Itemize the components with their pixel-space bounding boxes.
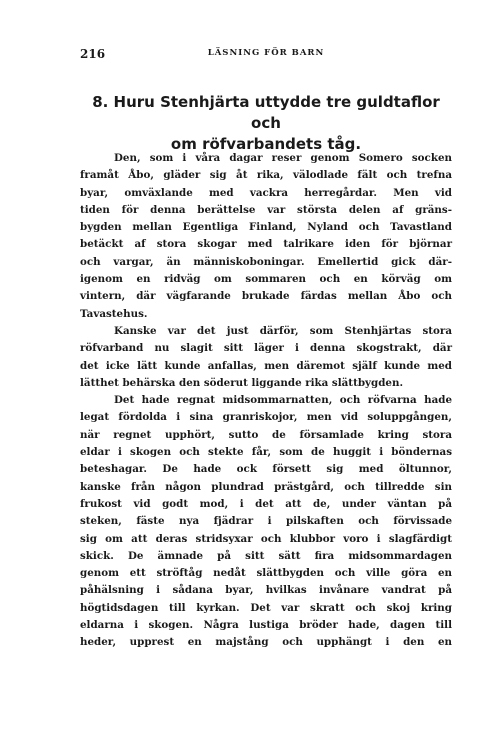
- text-line: sig om att deras stridsyxar och klubbor voro i slagfärdigt: [80, 532, 452, 545]
- text-line: och vargar, än människoboningar. Emellertid gick där-: [80, 255, 452, 268]
- chapter-title-line-2: om röfvarbandets tåg.: [170, 135, 362, 153]
- text-line: röfvarband nu slagit sitt läger i denna skogstrakt, där: [80, 342, 452, 355]
- text-line: Kanske var det just därför, som Stenhjärtas stora: [114, 324, 452, 337]
- text-line: Den, som i våra dagar reser genom Somero socken: [114, 152, 452, 164]
- running-head: [80, 47, 452, 63]
- text-line: högtidsdagen till kyrkan. Det var skratt och skoj kring: [80, 601, 452, 614]
- text-line: kanske från någon plundrad prästgård, och tillredde sin: [80, 480, 452, 493]
- running-title: LÄSNING FÖR BARN: [207, 48, 325, 58]
- text-line: det icke lätt kunde anfallas, men däremot själf kunde med: [80, 359, 452, 372]
- text-line: Tavastehus.: [80, 307, 148, 320]
- text-line: heder, upprest en majstång och upphängt i den en: [80, 636, 452, 649]
- text-line: Det hade regnat midsommarnatten, och röfvarna hade: [114, 394, 452, 407]
- text-line: betäckt af stora skogar med talrikare iden för björnar: [80, 238, 452, 251]
- text-line: tiden för denna berättelse var största delen af gräns-: [80, 203, 452, 216]
- text-line: genom ett ströftåg nedåt slättbygden och ville göra en: [80, 567, 452, 580]
- page-number: 216: [80, 47, 106, 61]
- chapter-title-line-1: 8. Huru Stenhjärta uttydde tre guldtaflor och: [92, 93, 440, 132]
- text-line: lätthet behärska den söderut liggande rika slättbygden.: [80, 376, 404, 389]
- text-line: frukost vid godt mod, i det att de, under väntan på: [80, 497, 452, 510]
- text-line: när regnet upphört, sutto de församlade kring stora: [80, 428, 452, 441]
- text-line: skick. De ämnade på sitt sätt fira midsommardagen: [80, 549, 452, 562]
- text-line: beteshagar. De hade ock försett sig med öltunnor,: [80, 463, 452, 476]
- text-line: igenom en ridväg om sommaren och en körväg om: [80, 273, 452, 286]
- chapter-title: [80, 92, 452, 155]
- text-line: eldarna i skogen. Några lustiga bröder hade, dagen till: [80, 619, 452, 632]
- text-line: vintern, där vägfarande brukade färdas mellan Åbo och: [80, 290, 452, 303]
- body-text: [80, 150, 452, 652]
- text-line: steken, fäste nya fjädrar i pilskaften och förvissade: [80, 515, 452, 528]
- text-line: legat fördolda i sina granriskojor, men vid soluppgången,: [80, 411, 452, 424]
- text-line: påhälsning i sådana byar, hvilkas invånare vandrat på: [80, 584, 452, 597]
- text-line: eldar i skogen och stekte får, som de huggit i böndernas: [80, 446, 452, 459]
- text-line: byar, omväxlande med vackra herregårdar. Men vid: [80, 186, 452, 199]
- text-line: bygden mellan Egentliga Finland, Nyland och Tavastland: [80, 221, 452, 234]
- text-line: framåt Åbo, gläder sig åt rika, välodlade fält och trefna: [80, 169, 452, 182]
